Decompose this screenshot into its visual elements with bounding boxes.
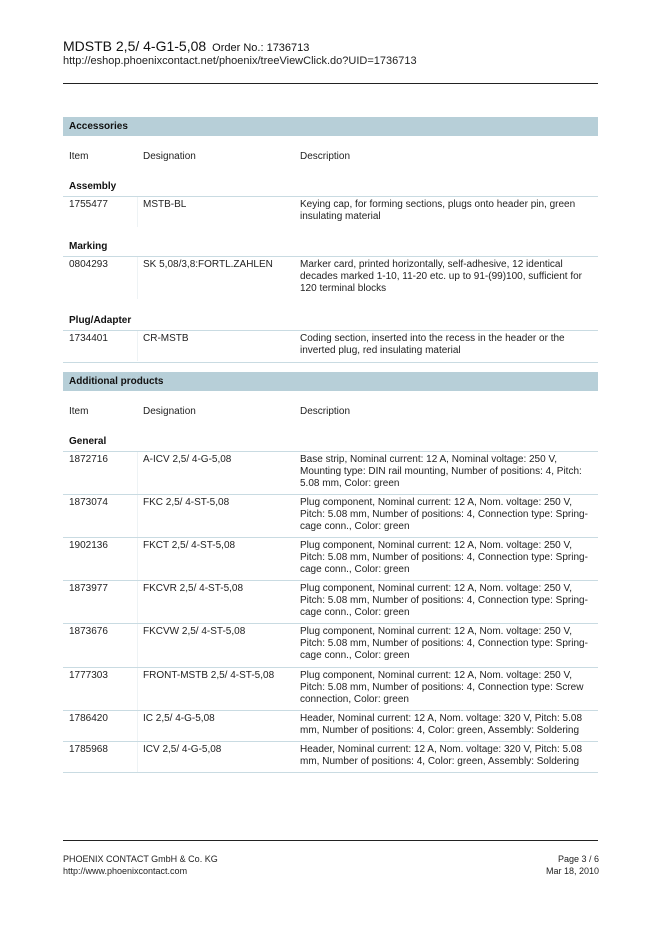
- row-description: Plug component, Nominal current: 12 A, Nom. voltage: 250 V, Pitch: 5.08 mm, Number of positions: 4, Connection type: Spring-cage conn., Color: green: [300, 626, 588, 661]
- table-row: [63, 494, 598, 537]
- row-designation: SK 5,08/3,8:FORTL.ZAHLEN: [143, 259, 273, 270]
- group-heading-plug-adapter: Plug/Adapter: [69, 315, 132, 326]
- row-description: Plug component, Nominal current: 12 A, Nom. voltage: 250 V, Pitch: 5.08 mm, Number of positions: 4, Connection type: Screw connection, Color: green: [300, 670, 584, 705]
- row-description: Marker card, printed horizontally, self-adhesive, 12 identical decades marked 1-10, 11-20 etc. up to 91-(99)100, sufficient for 120 terminal blocks: [300, 259, 583, 294]
- additional-products-section-header: Additional products: [63, 372, 598, 391]
- group-heading-general: General: [69, 436, 107, 447]
- col-header-item: Item: [69, 151, 89, 162]
- product-name: MDSTB 2,5/ 4-G1-5,08: [63, 38, 207, 54]
- table-row: [63, 256, 598, 298]
- accessories-section-header: Accessories: [63, 117, 598, 136]
- col-header-item: Item: [69, 406, 89, 417]
- row-designation: A-ICV 2,5/ 4-G-5,08: [143, 454, 232, 465]
- footer-divider: [63, 840, 598, 841]
- row-designation: ICV 2,5/ 4-G-5,08: [143, 744, 222, 755]
- group-heading-assembly: Assembly: [69, 181, 117, 192]
- row-description: Keying cap, for forming sections, plugs onto header pin, green insulating material: [300, 199, 576, 222]
- table-row: [63, 537, 598, 580]
- row-item: 1786420: [69, 713, 108, 724]
- table-bottom-rule: [63, 772, 598, 773]
- col-header-description: Description: [300, 406, 351, 417]
- row-item: 1755477: [69, 199, 108, 210]
- row-description: Header, Nominal current: 12 A, Nom. voltage: 320 V, Pitch: 5.08 mm, Number of positions: 4, Color: green, Assembly: Soldering: [300, 713, 583, 736]
- row-designation: FKCT 2,5/ 4-ST-5,08: [143, 540, 236, 551]
- header-divider: [63, 83, 598, 84]
- row-item: 1873977: [69, 583, 108, 594]
- row-item: 1734401: [69, 333, 108, 344]
- table-row: [63, 330, 598, 361]
- row-item: 1785968: [69, 744, 108, 755]
- col-header-designation: Designation: [143, 151, 196, 162]
- table-row: [63, 667, 598, 710]
- table-row: [63, 741, 598, 772]
- row-item: 1873074: [69, 497, 108, 508]
- footer-website[interactable]: http://www.phoenixcontact.com: [63, 866, 188, 876]
- table-row: [63, 623, 598, 667]
- table-row: [63, 196, 598, 227]
- col-header-designation: Designation: [143, 406, 196, 417]
- row-description: Base strip, Nominal current: 12 A, Nominal voltage: 250 V, Mounting type: DIN rail mounting, Number of positions: 4, Pitch: 5.08 mm, Color: green: [300, 454, 582, 489]
- footer-company: PHOENIX CONTACT GmbH & Co. KG: [63, 854, 218, 864]
- row-designation: IC 2,5/ 4-G-5,08: [143, 713, 215, 724]
- row-designation: FKCVW 2,5/ 4-ST-5,08: [143, 626, 246, 637]
- col-header-description: Description: [300, 151, 351, 162]
- table-row: [63, 580, 598, 623]
- row-designation: CR-MSTB: [143, 333, 189, 344]
- table-row: [63, 451, 598, 494]
- product-title: [63, 38, 309, 54]
- row-item: 1777303: [69, 670, 108, 681]
- row-designation: FRONT-MSTB 2,5/ 4-ST-5,08: [143, 670, 275, 681]
- row-description: Header, Nominal current: 12 A, Nom. voltage: 320 V, Pitch: 5.08 mm, Number of positions: 4, Color: green, Assembly: Soldering: [300, 744, 583, 767]
- row-item: 1902136: [69, 540, 108, 551]
- row-designation: FKC 2,5/ 4-ST-5,08: [143, 497, 230, 508]
- row-description: Plug component, Nominal current: 12 A, Nom. voltage: 250 V, Pitch: 5.08 mm, Number of positions: 4, Connection type: Spring-cage conn., Color: green: [300, 540, 588, 575]
- row-designation: FKCVR 2,5/ 4-ST-5,08: [143, 583, 244, 594]
- footer-page-number: Page 3 / 6: [557, 854, 599, 864]
- row-item: 1873676: [69, 626, 108, 637]
- row-designation: MSTB-BL: [143, 199, 187, 210]
- table-row: [63, 710, 598, 741]
- order-number: Order No.: 1736713: [212, 42, 310, 54]
- row-item: 0804293: [69, 259, 108, 270]
- row-description: Coding section, inserted into the recess in the header or the inverted plug, red insulating material: [300, 333, 565, 356]
- product-url[interactable]: http://eshop.phoenixcontact.net/phoenix/treeViewClick.do?UID=1736713: [63, 55, 417, 67]
- table-bottom-rule: [63, 362, 598, 363]
- group-heading-marking: Marking: [69, 241, 108, 252]
- footer-date: Mar 18, 2010: [545, 866, 599, 876]
- row-description: Plug component, Nominal current: 12 A, Nom. voltage: 250 V, Pitch: 5.08 mm, Number of positions: 4, Connection type: Spring-cage conn., Color: green: [300, 583, 588, 618]
- row-description: Plug component, Nominal current: 12 A, Nom. voltage: 250 V, Pitch: 5.08 mm, Number of positions: 4, Connection type: Spring-cage conn., Color: green: [300, 497, 588, 532]
- row-item: 1872716: [69, 454, 108, 465]
